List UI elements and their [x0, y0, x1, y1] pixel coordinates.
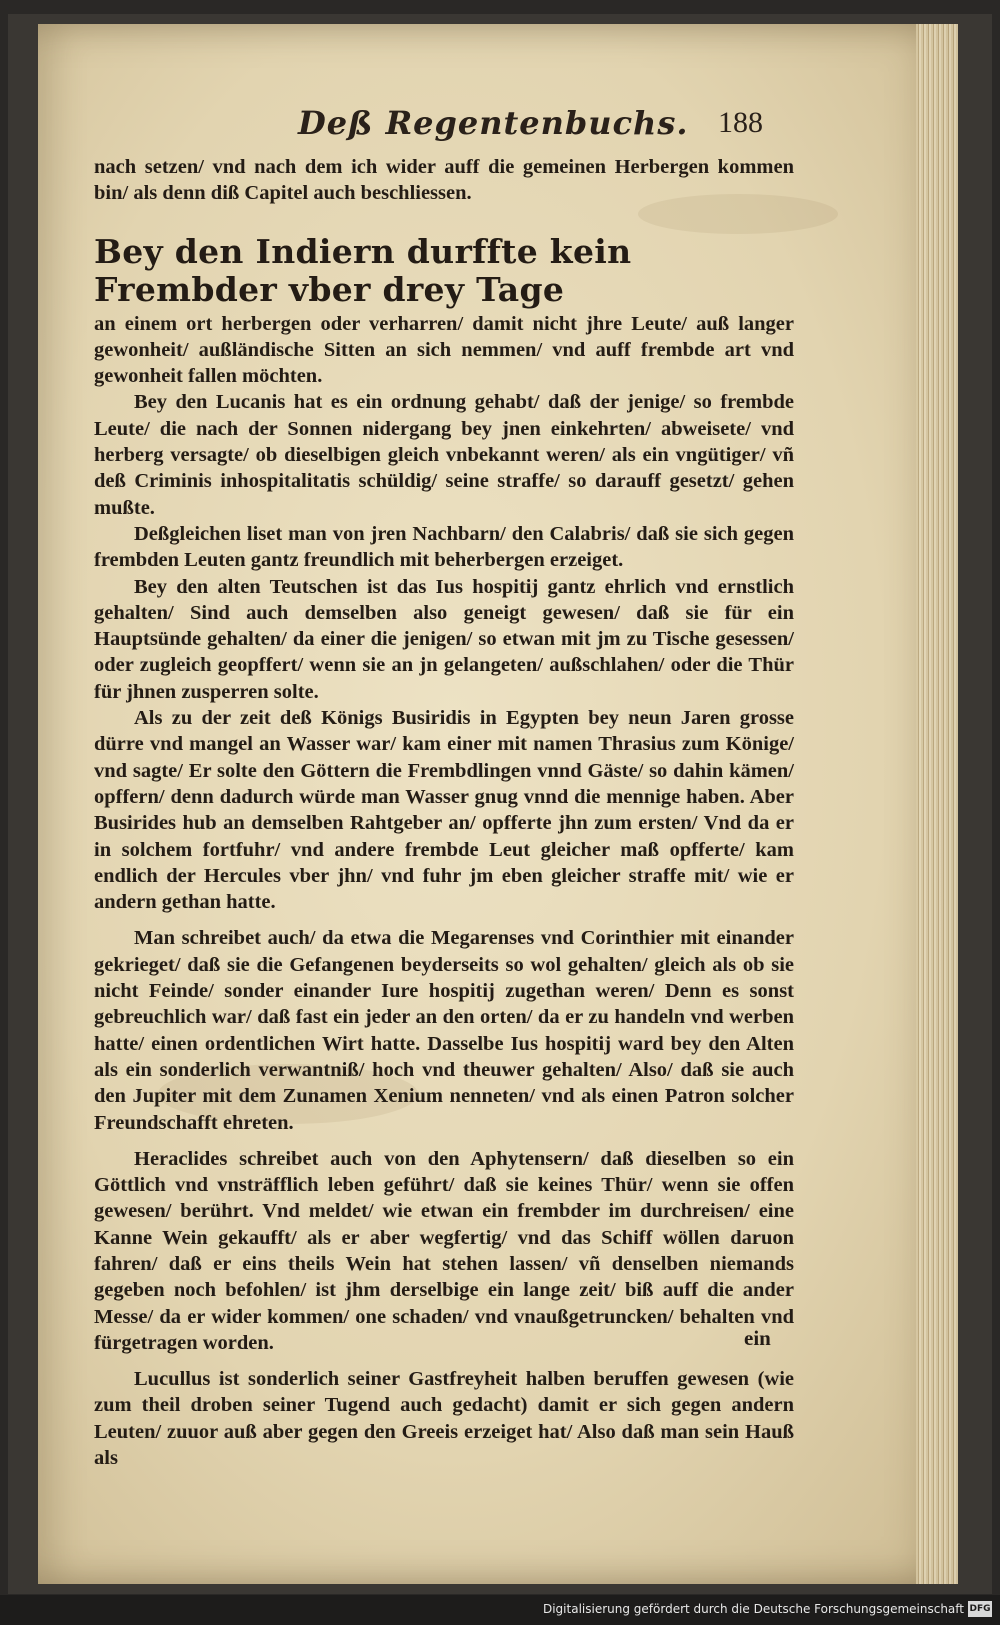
dfg-logo-icon: DFG	[968, 1601, 992, 1617]
running-title: Deß Regentenbuchs.	[298, 104, 689, 142]
main-text	[94, 154, 794, 1471]
paragraph: Bey den alten Teutschen ist das Ius hospitij gantz ehrlich vnd ernstlich gehalten/ Sind auch demselben also geneigt gewesen/ daß sie für ein Hauptsünde gehalten/ da einer die jenigen/ so etwan mit jm zu Tische gesessen/ oder zugleich geopffert/ wenn sie an jn gelangeten/ außschlahen/ oder die Thür für jhnen zusperren solte.	[94, 575, 794, 703]
paragraph: Als zu der zeit deß Königs Busiridis in Egypten bey neun Jaren grosse dürre vnd mangel an Wasser war/ kam einer mit namen Thrasius zum Könige/ vnd sagte/ Er solte den Göttern die Frembdlingen vnnd Gäste/ so dahin kämen/ opffern/ denn dadurch würde man Wasser gnug vnnd die mennige haben. Aber Busirides hub an demselben Rahtgeber an/ opfferte jhn zum ersten/ Vnd da er in solchem fortfuhr/ vnd andere frembde Leut gleicher maß opfferte/ kam endlich der Hercules vber jhn/ vnd fuhr jm eben gleicher straffe mit/ wie er andern gethan hatte.	[94, 707, 794, 914]
paragraph: an einem ort herbergen oder verharren/ damit nicht jhre Leute/ auß langer gewonheit/ außländische Sitten an sich nemmen/ vnd auff frembde art vnd gewonheit fallen möchten.	[94, 312, 794, 388]
paragraph: Lucullus ist sonderlich seiner Gastfreyheit halben beruffen gewesen (wie zum theil droben seiner Tugend auch gedacht) damit er sich gegen andern Leuten/ zuuor auß aber gegen den Greeis erzeiget hat/ Also daß man sein Hauß als	[94, 1368, 794, 1470]
footer-bar	[0, 1595, 1000, 1625]
catchword: ein	[744, 1326, 771, 1350]
page-edges	[916, 24, 958, 1584]
paragraph: Bey den Lucanis hat es ein ordnung gehabt/ daß der jenige/ so frembde Leute/ die nach der Sonnen nidergang bey jnen einkehrten/ abweisete/ vnd herberg versagte/ ob dieselbigen gleich vnbekannt weren/ als ein vngütiger/ vñ deß Criminis inhospitalitatis schüldig/ seine straffe/ so darauff gesetzt/ gehen mußte.	[94, 391, 794, 519]
paragraph: Heraclides schreibet auch von den Aphytensern/ daß dieselben so ein Göttlich vnd vnsträfflich leben geführt/ daß sie keines Thür/ wenn sie offen gewesen/ berührt. Vnd meldet/ wie etwan ein frembder im durchreisen/ eine Kanne Wein gekaufft/ als er aber wegfertig/ vnd das Schiff wöllen daruon fahren/ daß er eins theils Wein hat stehen lassen/ vñ denselben niemands gegeben noch befohlen/ ist jhm derselbige ein lange zeit/ biß auff die ander Messe/ da er wider kommen/ one schaden/ vnd vnaußgetruncken/ behalten vnd fürgetragen worden.	[94, 1147, 794, 1354]
opening-lines: nach setzen/ vnd nach dem ich wider auff die gemeinen Herbergen kommen bin/ als denn diß Capitel auch beschliessen.	[94, 156, 794, 205]
page-number: 188	[718, 106, 763, 139]
paragraph: Man schreibet auch/ da etwa die Megarenses vnd Corinthier mit einander gekrieget/ daß sie die Gefangenen beyderseits so wol gehalten/ gleich als ob sie nicht Feinde/ sonder einander Iure hospitij zugethan weren/ Denn es sonst gebreuchlich war/ daß fast ein jeder an den orten/ da er zu handeln vnd werben hatte/ einen ordentlichen Wirt hatte. Dasselbe Ius hospitij ward bey den Alten als ein sonderlich verwantniß/ hoch vnd theuwer gehalten/ Also/ daß sie auch den Jupiter mit dem Zunamen Xenium nenneten/ vnd als einen Patron solcher Freundschafft ehreten.	[94, 927, 794, 1134]
paragraph: Deßgleichen liset man von jren Nachbarn/ den Calabris/ daß sie sich gegen frembden Leuten gantz freundlich mit beherbergen erzeiget.	[94, 522, 794, 572]
book-page	[38, 24, 958, 1584]
page-header	[38, 104, 798, 148]
scan-background	[8, 14, 992, 1594]
footer-credit: Digitalisierung gefördert durch die Deutsche Forschungsgemeinschaft	[542, 1602, 964, 1616]
section-heading: Bey den Indiern durffte kein Frembder vber drey Tage	[94, 231, 632, 309]
